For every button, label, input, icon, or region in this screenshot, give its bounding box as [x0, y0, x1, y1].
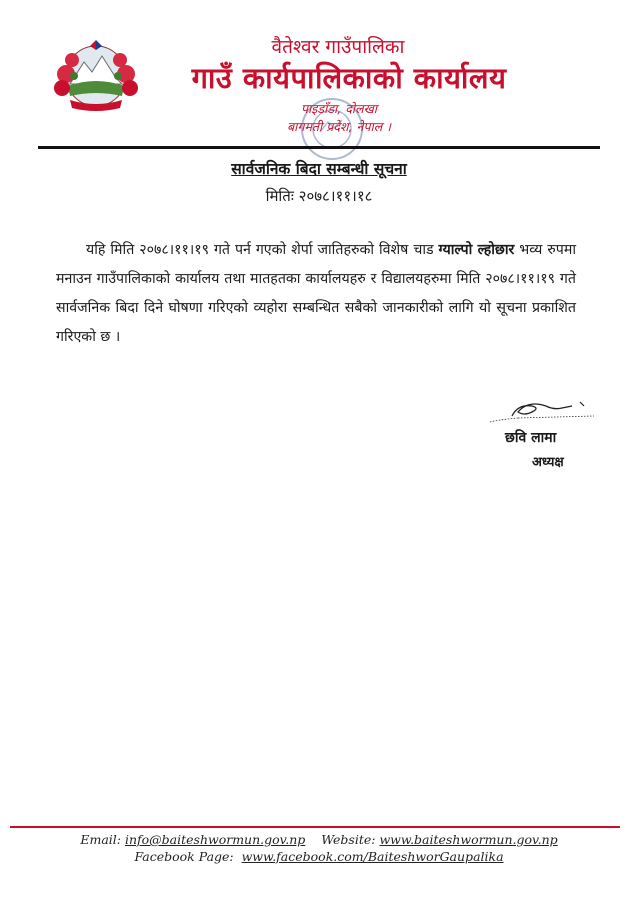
header-divider	[38, 146, 600, 149]
notice-body-part-1: यहि मिति २०७८।११।१९ गते पर्न गएको शेर्पा जातिहरुको विशेष चाड	[86, 242, 439, 258]
notice-title: सार्वजनिक बिदा सम्बन्धी सूचना	[231, 160, 407, 178]
municipality-name: वैतेश्वर गाउँपालिका	[271, 36, 405, 58]
address-line-2: बागमती प्रदेश, नेपाल ।	[287, 119, 391, 134]
website-label: Website:	[321, 832, 376, 847]
notice-body	[56, 236, 576, 352]
notice-date: मितिः २०७८।११।१८	[265, 187, 373, 205]
footer-divider	[10, 826, 620, 828]
signatory-name: छवि लामा	[505, 430, 557, 446]
facebook-link[interactable]: www.facebook.com/BaiteshworGaupalika	[241, 849, 504, 864]
facebook-label: Facebook Page:	[134, 849, 234, 864]
office-name: गाउँ कार्यपालिकाको कार्यालय	[191, 61, 507, 95]
footer-contact-line	[0, 832, 638, 847]
footer-facebook-line	[0, 849, 638, 864]
festival-name: ग्याल्पो ल्होछार	[438, 242, 515, 258]
address-line-1: पाइडाँडा, दोलखा	[300, 101, 378, 116]
notice-body-part-2: भव्य रुपमा मनाउन गाउँपालिकाको कार्यालय तथा मातहतका कार्यालयहरु र विद्यालयहरुमा मिति २०७८।११।१९ गते सार्वजनिक बिदा दिने घोषणा गरिएको व्यहोरा सम्बन्धित सबैको जानकारीको लागि यो सूचना प्रकाशित गरिएको छ ।	[56, 242, 576, 345]
email-link[interactable]: info@baiteshwormun.gov.np	[124, 832, 306, 847]
signatory-title: अध्यक्ष	[532, 455, 564, 470]
handwritten-signature-icon	[488, 396, 598, 424]
email-label: Email:	[80, 832, 121, 847]
website-link[interactable]: www.baiteshwormun.gov.np	[379, 832, 558, 847]
